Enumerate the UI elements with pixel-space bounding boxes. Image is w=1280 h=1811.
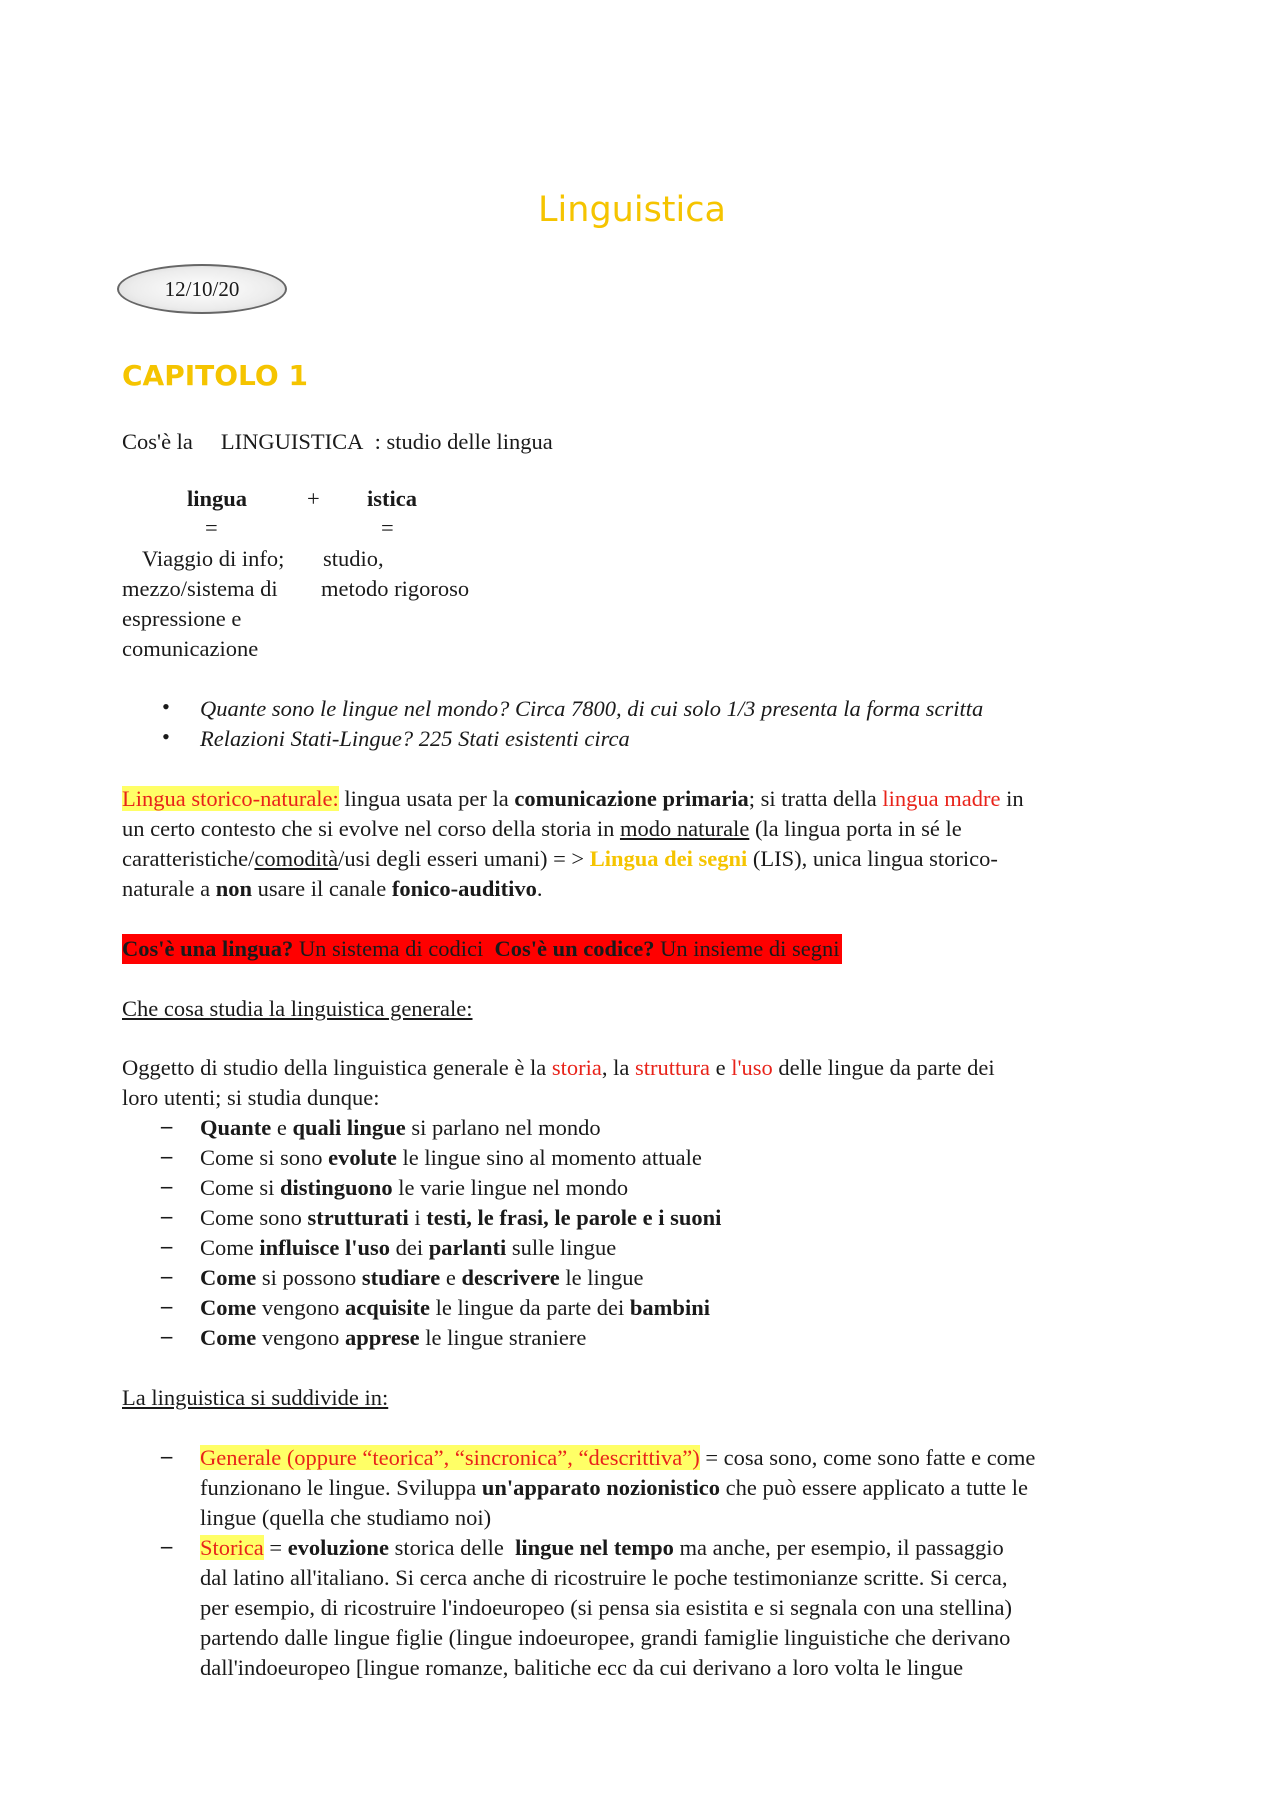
etymology-word-lingua: lingua (187, 486, 248, 511)
list-item: Come sono strutturati i testi, le frasi, le parole e i suoni (200, 1205, 722, 1230)
bullet-dot: • (162, 724, 170, 749)
date-text: 12/10/20 (164, 277, 240, 301)
section-heading-generale: Che cosa studia la linguistica generale: (122, 996, 473, 1021)
paragraph-line: naturale a non usare il canale fonico-auditivo. (122, 876, 543, 901)
storica-line: partendo dalle lingue figlie (lingue indoeuropee, grandi famiglie linguistiche che derivano (200, 1625, 1011, 1650)
list-item: Come influisce l'uso dei parlanti sulle lingue (200, 1235, 617, 1260)
list-item: Come vengono apprese le lingue straniere (200, 1325, 587, 1350)
paragraph-oggetto: Oggetto di studio della linguistica generale è la storia, la struttura e l'uso delle lingue da parte dei (122, 1055, 995, 1080)
storica-line: dall'indoeuropeo [lingue romanze, balitiche ecc da cui derivano a loro volta le lingue (200, 1655, 964, 1680)
storica-line: per esempio, di ricostruire l'indoeuropeo (si pensa sia esistita e si segnala con una stellina) (200, 1595, 1012, 1620)
etymology-def-lingua-3: espressione e (122, 606, 242, 631)
dash-mark: – (161, 1113, 173, 1138)
chapter-heading: CAPITOLO 1 (122, 359, 308, 392)
etymology-def-lingua-4: comunicazione (122, 636, 259, 661)
generale-line: lingue (quella che studiamo noi) (200, 1505, 492, 1530)
highlight-label: Lingua storico-naturale: (122, 786, 339, 811)
generale-item: Generale (oppure “teorica”, “sincronica”, “descrittiva”) = cosa sono, come sono fatte e come (200, 1445, 1036, 1470)
paragraph-lingua-storico-naturale: Lingua storico-naturale: lingua usata per la comunicazione primaria; si tratta della lingua madre in (122, 786, 1024, 811)
etymology-plus: + (307, 486, 320, 511)
dash-mark: – (161, 1143, 173, 1168)
paragraph-line: caratteristiche/comodità/usi degli esseri umani) = > Lingua dei segni (LIS), unica lingua storico- (122, 846, 998, 871)
dash-mark: – (161, 1293, 173, 1318)
dash-mark: – (161, 1203, 173, 1228)
etymology-def-lingua-1: Viaggio di info; (142, 546, 285, 571)
section-heading-suddivisione: La linguistica si suddivide in: (122, 1385, 389, 1410)
storica-item: Storica = evoluzione storica delle lingue nel tempo ma anche, per esempio, il passaggio (200, 1535, 1004, 1560)
list-item: Come si possono studiare e descrivere le lingue (200, 1265, 644, 1290)
red-highlight-line: Cos'è una lingua? Un sistema di codici Cos'è un codice? Un insieme di segni (122, 934, 842, 964)
etymology-def-istica-1: studio, (323, 546, 384, 571)
generale-line: funzionano le lingue. Sviluppa un'apparato nozionistico che può essere applicato a tutte le (200, 1475, 1028, 1500)
dash-mark: – (161, 1323, 173, 1348)
etymology-def-lingua-2: mezzo/sistema di (122, 576, 278, 601)
dash-mark: – (161, 1233, 173, 1258)
etymology-def-istica-2: metodo rigoroso (321, 576, 470, 601)
list-item: Quante e quali lingue si parlano nel mondo (200, 1115, 601, 1140)
dash-mark: – (161, 1443, 173, 1468)
etymology-equals-2: = (381, 515, 394, 540)
list-item: Come si distinguono le varie lingue nel mondo (200, 1175, 629, 1200)
etymology-word-istica: istica (367, 486, 417, 511)
dash-mark: – (161, 1263, 173, 1288)
linguistica-term: LINGUISTICA (220, 429, 364, 454)
document-title: Linguistica (538, 190, 726, 230)
dash-mark: – (161, 1533, 173, 1558)
bullet-item: Quante sono le lingue nel mondo? Circa 7800, di cui solo 1/3 presenta la forma scritta (200, 696, 984, 721)
date-badge (117, 264, 287, 314)
bullet-dot: • (162, 694, 170, 719)
etymology-equals-1: = (205, 515, 218, 540)
list-item: Come vengono acquisite le lingue da parte dei bambini (200, 1295, 710, 1320)
bullet-item: Relazioni Stati-Lingue? 225 Stati esistenti circa (200, 726, 630, 751)
storica-line: dal latino all'italiano. Si cerca anche di ricostruire le poche testimonianze scritte. Si cerca, (200, 1565, 1008, 1590)
paragraph-line: loro utenti; si studia dunque: (122, 1085, 380, 1110)
highlight-generale: Generale (oppure “teorica”, “sincronica”, “descrittiva”) (200, 1445, 700, 1470)
highlight-storica: Storica (200, 1535, 264, 1560)
list-item: Come si sono evolute le lingue sino al momento attuale (200, 1145, 702, 1170)
intro-line: Cos'è la LINGUISTICA : studio delle lingua (122, 429, 553, 454)
dash-mark: – (161, 1173, 173, 1198)
paragraph-line: un certo contesto che si evolve nel corso della storia in modo naturale (la lingua porta in sé le (122, 816, 962, 841)
